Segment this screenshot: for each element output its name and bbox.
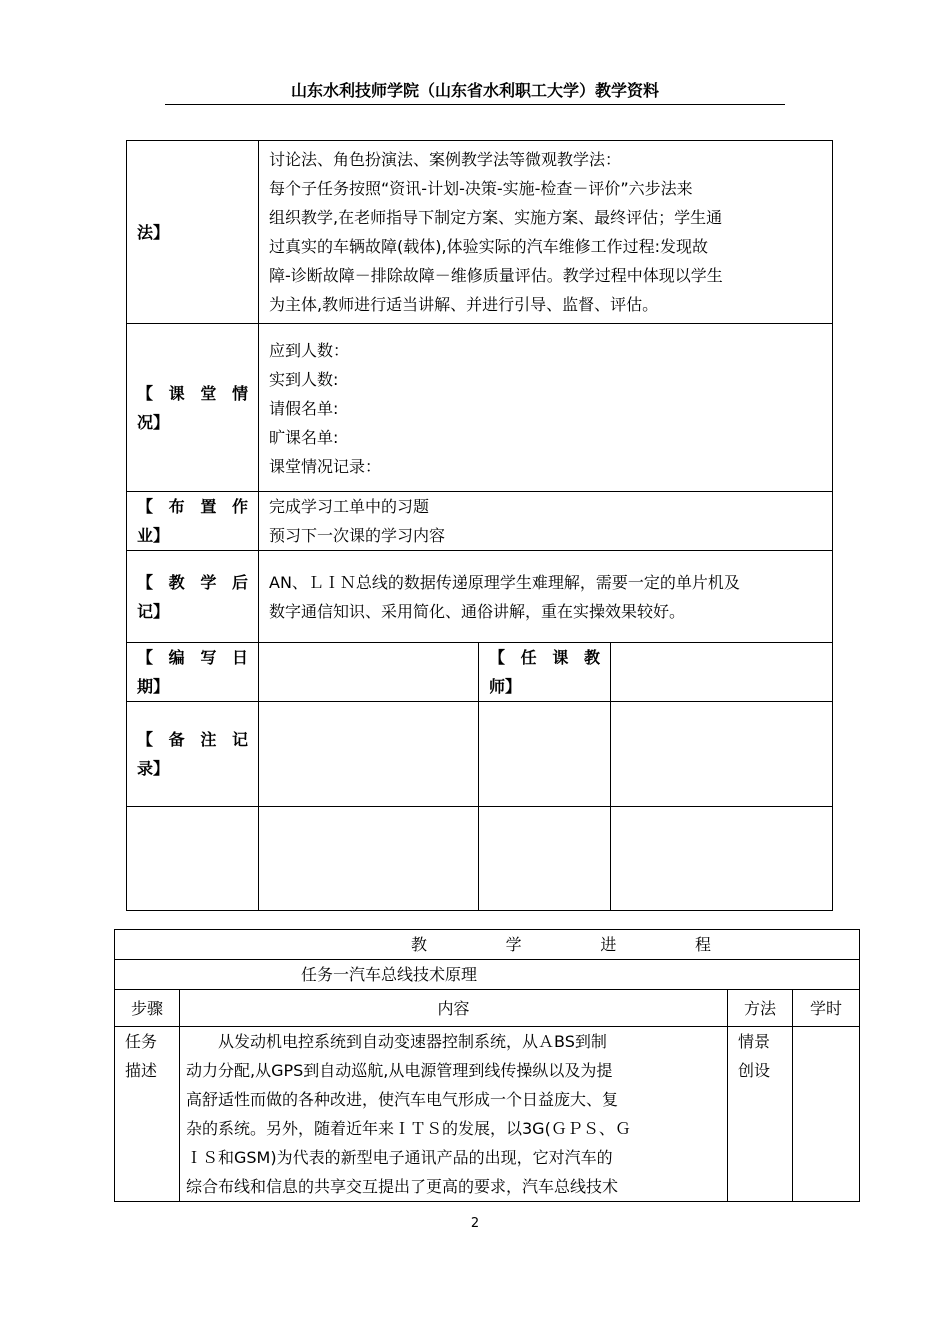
header-step: 步骤 <box>115 990 180 1027</box>
content-cell: 从发动机电控系统到自动变速器控制系统，从ＡBS到制 动力分配,从GPS到自动巡航,从电源管理到线传操纵以及为提 高舒适性而做的各种改进，使汽车电气形成一个日益庞大、复 杂的系统。另外，随着近年来ＩＴＳ的发展，以3G(ＧＰＳ、Ｇ ＩＳ和GSM)为代表的新型电子通讯产品的出现，它对汽车的 综合布线和信息的共享交互提出了更高的要求，汽车总线技术 <box>180 1027 728 1202</box>
empty-cell <box>259 807 479 911</box>
header-method: 方法 <box>728 990 793 1027</box>
method-content: 讨论法、角色扮演法、案例教学法等微观教学法： 每个子任务按照“资讯-计划-决策-实施-检查－评价”六步法来 组织教学,在老师指导下制定方案、实施方案、最终评估；学生通 过真实的车辆故障(载体),体验实际的汽车维修工作过程:发现故 障-诊断故障－排除故障－维修质量评估。教学过程中体现以学生 为主体,教师进行适当讲解、并进行引导、监督、评估。 <box>259 141 833 324</box>
notes-cell-2 <box>479 702 611 807</box>
reflection-label: 【 教 学 后 记】 <box>127 551 259 643</box>
document-header: 山东水利技师学院（山东省水利职工大学）教学资料 <box>165 78 785 105</box>
notes-cell-1 <box>259 702 479 807</box>
reflection-content: AN、ＬＩＮ总线的数据传递原理学生难理解，需要一定的单片机及 数字通信知识、采用简化、通俗讲解，重在实操效果较好。 <box>259 551 833 643</box>
progress-title: 教 学 进 程 <box>115 930 860 960</box>
class-status-content: 应到人数： 实到人数: 请假名单: 旷课名单: 课堂情况记录： <box>259 324 833 492</box>
method-label: 法】 <box>127 141 259 324</box>
teacher-label: 【 任 课 教 师】 <box>479 643 611 702</box>
write-date-value <box>259 643 479 702</box>
homework-content: 完成学习工单中的习题 预习下一次课的学习内容 <box>259 492 833 551</box>
hours-cell <box>793 1027 860 1202</box>
step-cell: 任务 描述 <box>115 1027 180 1202</box>
empty-cell <box>127 807 259 911</box>
task-title: 任务一汽车总线技术原理 <box>115 960 860 990</box>
header-hours: 学时 <box>793 990 860 1027</box>
class-status-label: 【 课 堂 情 况】 <box>127 324 259 492</box>
empty-cell <box>611 807 833 911</box>
write-date-label: 【 编 写 日 期】 <box>127 643 259 702</box>
notes-cell-3 <box>611 702 833 807</box>
empty-cell <box>479 807 611 911</box>
method-cell: 情景 创设 <box>728 1027 793 1202</box>
teacher-value <box>611 643 833 702</box>
page-number: 2 <box>470 1216 480 1231</box>
notes-label: 【 备 注 记 录】 <box>127 702 259 807</box>
homework-label: 【 布 置 作 业】 <box>127 492 259 551</box>
header-content: 内容 <box>180 990 728 1027</box>
teaching-progress-table <box>114 929 860 1202</box>
lesson-plan-table <box>126 140 833 911</box>
